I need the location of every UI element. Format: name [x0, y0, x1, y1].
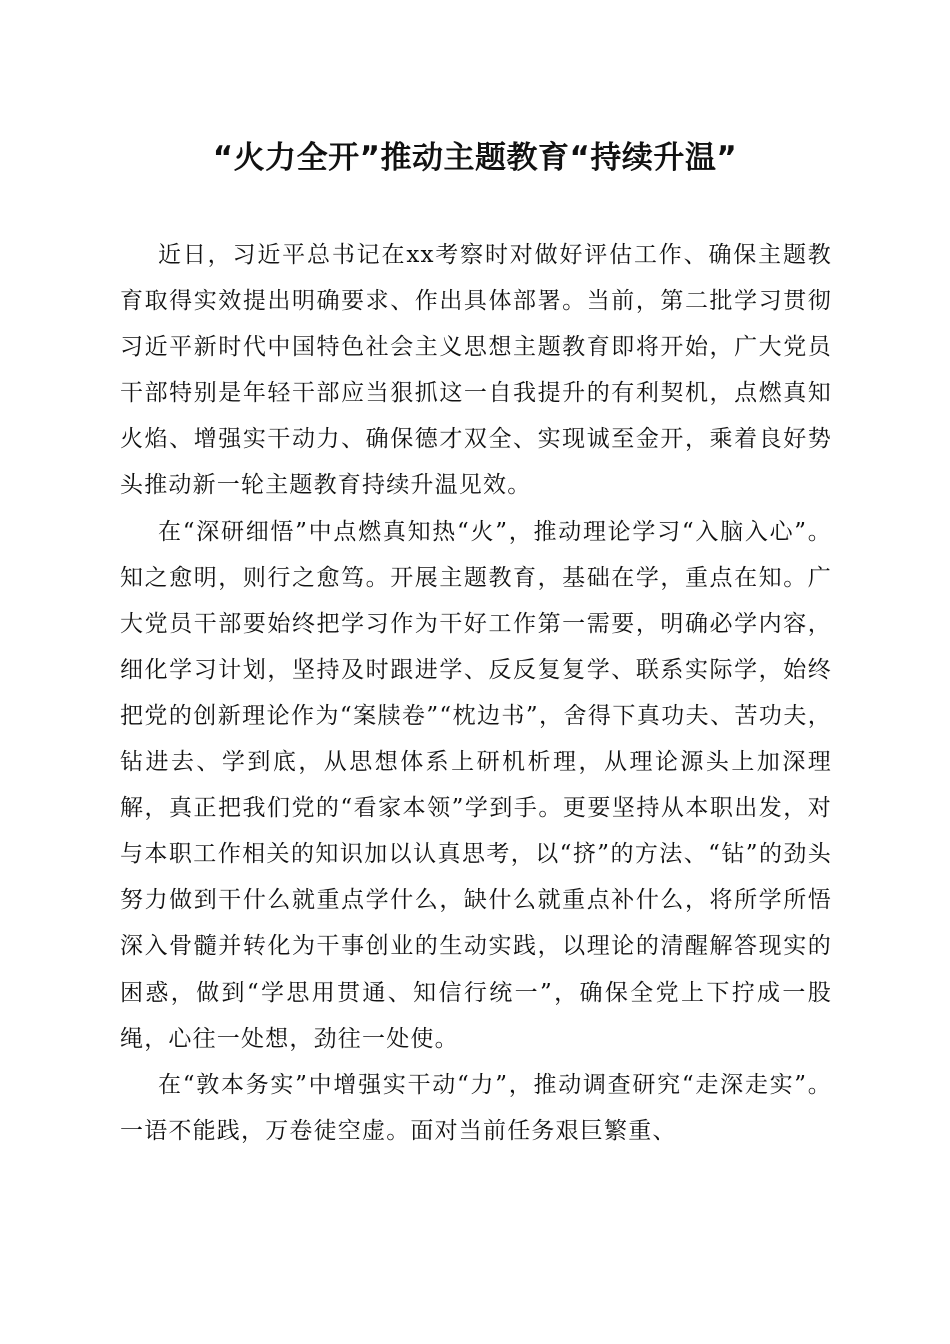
document-body: [120, 232, 832, 1154]
paragraph-1: 近日，习近平总书记在xx考察时对做好评估工作、确保主题教育取得实效提出明确要求、作出具体部署。当前，第二批学习贯彻习近平新时代中国特色社会主义思想主题教育即将开始，广大党员干部特别是年轻干部应当狠抓这一自我提升的有利契机，点燃真知火焰、增强实干动力、确保德才双全、实现诚至金开，乘着良好势头推动新一轮主题教育持续升温见效。: [120, 242, 832, 499]
document-title: “火力全开”推动主题教育“持续升温”: [212, 140, 738, 176]
paragraph-2: 在“深研细悟”中点燃真知热“火”，推动理论学习“入脑入心”。知之愈明，则行之愈笃。开展主题教育，基础在学，重点在知。广大党员干部要始终把学习作为干好工作第一需要，明确必学内容，细化学习计划，坚持及时跟进学、反反复复学、联系实际学，始终把党的创新理论作为“案牍卷”“枕边书”，舍得下真功夫、苦功夫，钻进去、学到底，从思想体系上研机析理，从理论源头上加深理解，真正把我们党的“看家本领”学到手。更要坚持从本职出发，对与本职工作相关的知识加以认真思考，以“挤”的方法、“钻”的劲头努力做到干什么就重点学什么，缺什么就重点补什么，将所学所悟深入骨髓并转化为干事创业的生动实践，以理论的清醒解答现实的困惑，做到“学思用贯通、知信行统一”，确保全党上下拧成一股绳，心往一处想，劲往一处使。: [120, 518, 832, 1052]
paragraph-3: 在“敦本务实”中增强实干动“力”，推动调查研究“走深走实”。一语不能践，万卷徒空虚。面对当前任务艰巨繁重、: [120, 1071, 832, 1144]
